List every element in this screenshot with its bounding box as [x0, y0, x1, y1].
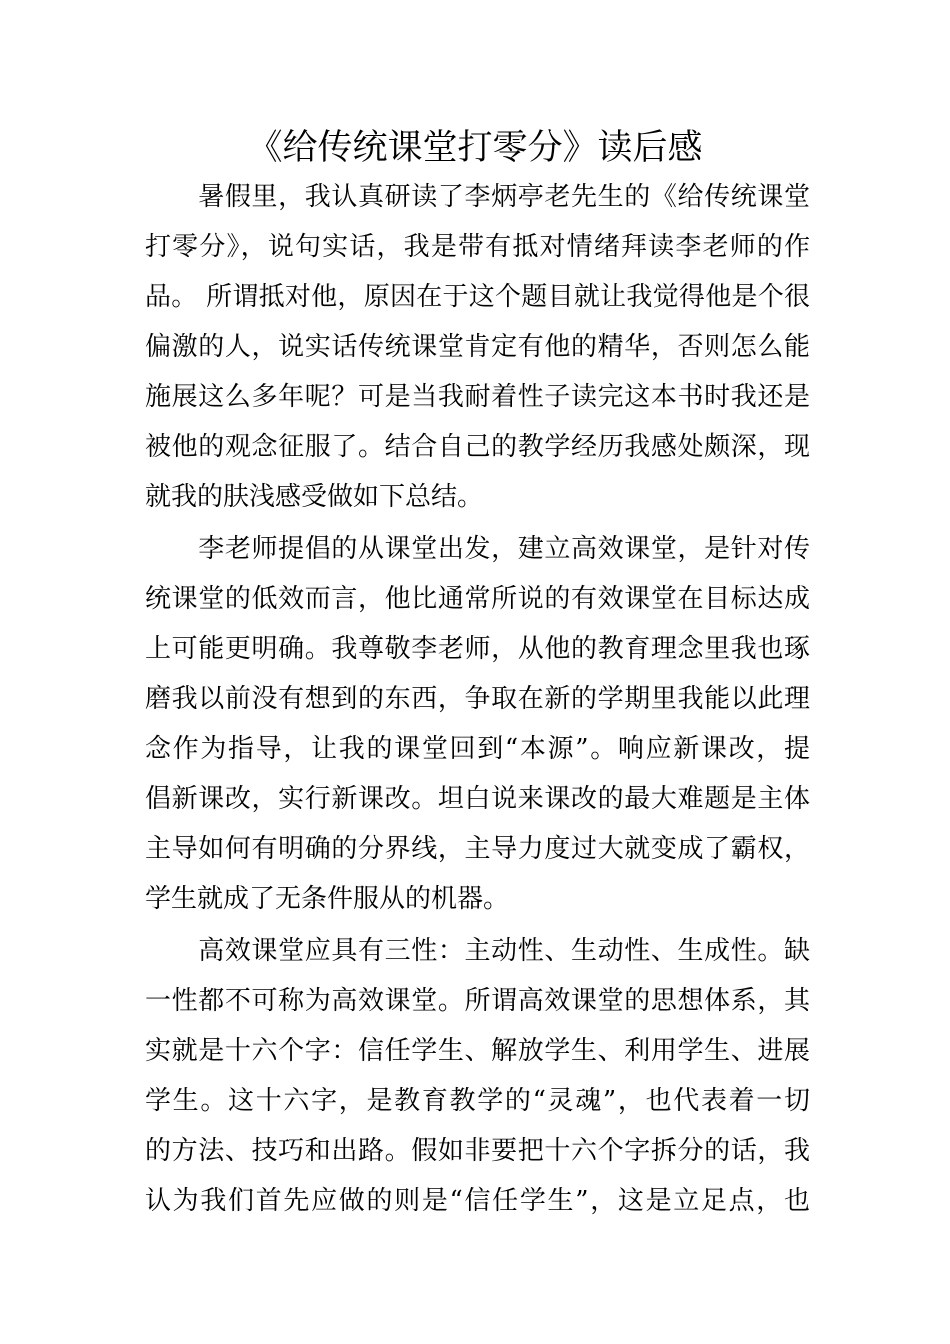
document-title: 《给传统课堂打零分》读后感 — [247, 128, 703, 168]
body-line: 施展这么多年呢？可是当我耐着性子读完这本书时我还是 — [145, 382, 810, 412]
body-line: 统课堂的低效而言，他比通常所说的有效课堂在目标达成 — [145, 584, 810, 614]
body-line: 实就是十六个字：信任学生、解放学生、利用学生、进展 — [145, 1036, 810, 1066]
body-line: 李老师提倡的从课堂出发，建立高效课堂，是针对传 — [145, 534, 810, 564]
body-line: 念作为指导，让我的课堂回到“本源”。响应新课改，提 — [145, 734, 810, 764]
body-line: 一性都不可称为高效课堂。所谓高效课堂的思想体系，其 — [145, 986, 810, 1016]
body-line: 学生。这十六字，是教育教学的“灵魂”，也代表着一切 — [145, 1086, 810, 1116]
body-line: 学生就成了无条件服从的机器。 — [145, 884, 510, 914]
body-line: 打零分》，说句实话，我是带有抵对情绪拜读李老师的作 — [145, 232, 810, 262]
body-line: 磨我以前没有想到的东西，争取在新的学期里我能以此理 — [145, 684, 810, 714]
body-line: 倡新课改，实行新课改。坦白说来课改的最大难题是主体 — [145, 784, 810, 814]
body-line: 主导如何有明确的分界线，主导力度过大就变成了霸权， — [145, 834, 810, 864]
body-line: 就我的肤浅感受做如下总结。 — [145, 482, 484, 512]
body-line: 高效课堂应具有三性：主动性、生动性、生成性。缺 — [145, 936, 810, 966]
body-line: 认为我们首先应做的则是“信任学生”，这是立足点，也 — [145, 1186, 810, 1216]
body-line: 暑假里，我认真研读了李炳亭老先生的《给传统课堂 — [145, 182, 810, 212]
body-line: 偏激的人，说实话传统课堂肯定有他的精华，否则怎么能 — [145, 332, 810, 362]
body-line: 上可能更明确。我尊敬李老师，从他的教育理念里我也琢 — [145, 634, 810, 664]
body-line: 被他的观念征服了。结合自己的教学经历我感处颇深，现 — [145, 432, 810, 462]
body-line: 品。 所谓抵对他，原因在于这个题目就让我觉得他是个很 — [145, 282, 810, 312]
body-line: 的方法、技巧和出路。假如非要把十六个字拆分的话，我 — [145, 1136, 810, 1166]
